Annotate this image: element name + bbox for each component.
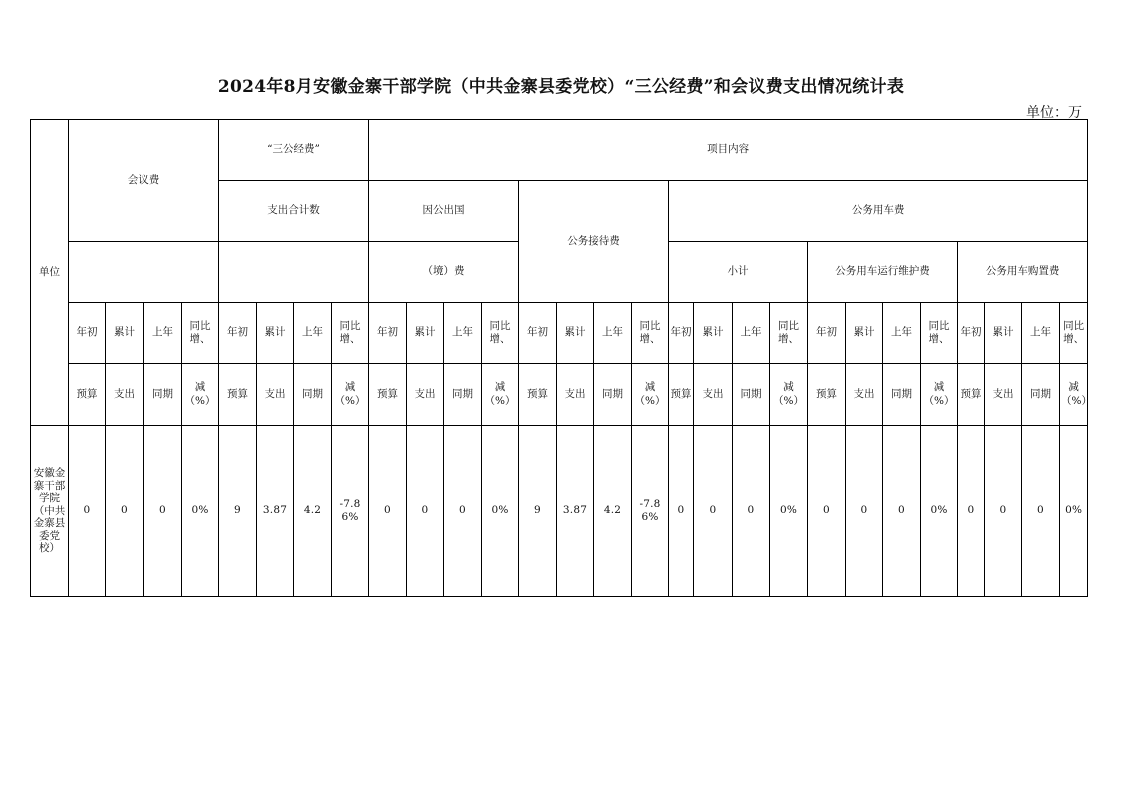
page-title: 2024年8月安徽金寨干部学院（中共金寨县委党校）“三公经费”和会议费支出情况统计表 [217, 77, 905, 97]
subheader-vehicle-maintenance-last-year-line2: 同期 [883, 364, 921, 426]
subheader-abroad-budget-line2: 预算 [369, 364, 407, 426]
subheader-total-budget-line1: 年初 [219, 303, 257, 364]
subheader-abroad-yoy-change-line2: 减（%） [482, 364, 519, 426]
subheader-total-yoy-change-line1: 同比增、 [332, 303, 369, 364]
subheader-vehicle-subtotal-actual-line1: 累计 [694, 303, 733, 364]
subheader-vehicle-maintenance-actual-line1: 累计 [846, 303, 883, 364]
subheader-vehicle-purchase-last-year-line1: 上年 [1022, 303, 1060, 364]
cell-vehicle-subtotal-budget: 0 [669, 426, 694, 597]
subheader-vehicle-maintenance-actual-line2: 支出 [846, 364, 883, 426]
cell-vehicle-purchase-budget: 0 [958, 426, 985, 597]
subheader-abroad-actual-line2: 支出 [407, 364, 444, 426]
subheader-reception-yoy-change-line1: 同比增、 [632, 303, 669, 364]
cell-abroad-yoy-change: 0% [482, 426, 519, 597]
subheader-vehicle-maintenance-last-year-line1: 上年 [883, 303, 921, 364]
subheader-vehicle-purchase-yoy-change-line2: 减（%） [1060, 364, 1088, 426]
cell-reception-yoy-change: -7.86% [632, 426, 669, 597]
subheader-reception-last-year-line2: 同期 [594, 364, 632, 426]
subheader-meeting-actual-line1: 累计 [106, 303, 144, 364]
vehicle-fee-header: 公务用车费 [669, 181, 1088, 242]
subheader-vehicle-subtotal-last-year-line2: 同期 [733, 364, 770, 426]
subheader-reception-budget-line1: 年初 [519, 303, 557, 364]
three-public-header: “三公经费” [219, 120, 369, 181]
subheader-meeting-budget-line2: 预算 [69, 364, 106, 426]
subheader-vehicle-maintenance-yoy-change-line1: 同比增、 [921, 303, 958, 364]
vehicle-maintenance-header: 公务用车运行维护费 [808, 242, 958, 303]
subheader-total-last-year-line1: 上年 [294, 303, 332, 364]
subheader-reception-yoy-change-line2: 减（%） [632, 364, 669, 426]
subheader-vehicle-purchase-last-year-line2: 同期 [1022, 364, 1060, 426]
cell-reception-last-year: 4.2 [594, 426, 632, 597]
subheader-meeting-yoy-change-line2: 减（%） [182, 364, 219, 426]
cell-vehicle-subtotal-yoy-change: 0% [770, 426, 808, 597]
cell-meeting-yoy-change: 0% [182, 426, 219, 597]
vehicle-subtotal-header: 小计 [669, 242, 808, 303]
cell-reception-actual: 3.87 [557, 426, 594, 597]
subheader-vehicle-subtotal-budget-line1: 年初 [669, 303, 694, 364]
cell-total-yoy-change: -7.86% [332, 426, 369, 597]
abroad-fee-header-line2: （境）费 [369, 242, 519, 303]
reception-fee-header: 公务接待费 [519, 181, 669, 303]
subheader-vehicle-subtotal-budget-line2: 预算 [669, 364, 694, 426]
subheader-vehicle-purchase-actual-line2: 支出 [985, 364, 1022, 426]
subheader-meeting-budget-line1: 年初 [69, 303, 106, 364]
subheader-vehicle-subtotal-yoy-change-line1: 同比增、 [770, 303, 808, 364]
cell-total-actual: 3.87 [257, 426, 294, 597]
cell-vehicle-subtotal-last-year: 0 [733, 426, 770, 597]
cell-vehicle-purchase-actual: 0 [985, 426, 1022, 597]
subheader-vehicle-subtotal-actual-line2: 支出 [694, 364, 733, 426]
subheader-vehicle-maintenance-budget-line1: 年初 [808, 303, 846, 364]
subheader-meeting-actual-line2: 支出 [106, 364, 144, 426]
subheader-vehicle-purchase-yoy-change-line1: 同比增、 [1060, 303, 1088, 364]
unit-label: 单位：万 [1026, 105, 1082, 121]
cell-meeting-last-year: 0 [144, 426, 182, 597]
row-unit-name: 安徽金寨干部学院（中共金寨县委党校） [31, 426, 69, 597]
subheader-reception-budget-line2: 预算 [519, 364, 557, 426]
meeting-fee-header: 会议费 [69, 120, 219, 242]
subheader-total-last-year-line2: 同期 [294, 364, 332, 426]
subheader-meeting-yoy-change-line1: 同比增、 [182, 303, 219, 364]
subheader-total-actual-line2: 支出 [257, 364, 294, 426]
meeting-fee-blank [69, 242, 219, 303]
subheader-vehicle-maintenance-yoy-change-line2: 减（%） [921, 364, 958, 426]
subheader-vehicle-subtotal-last-year-line1: 上年 [733, 303, 770, 364]
subheader-abroad-last-year-line2: 同期 [444, 364, 482, 426]
subheader-reception-actual-line1: 累计 [557, 303, 594, 364]
subheader-abroad-last-year-line1: 上年 [444, 303, 482, 364]
subheader-vehicle-subtotal-yoy-change-line2: 减（%） [770, 364, 808, 426]
cell-vehicle-maintenance-actual: 0 [846, 426, 883, 597]
cell-reception-budget: 9 [519, 426, 557, 597]
subheader-vehicle-purchase-budget-line1: 年初 [958, 303, 985, 364]
cell-vehicle-purchase-last-year: 0 [1022, 426, 1060, 597]
cell-vehicle-subtotal-actual: 0 [694, 426, 733, 597]
cell-abroad-last-year: 0 [444, 426, 482, 597]
subheader-vehicle-maintenance-budget-line2: 预算 [808, 364, 846, 426]
subheader-meeting-last-year-line1: 上年 [144, 303, 182, 364]
cell-vehicle-maintenance-yoy-change: 0% [921, 426, 958, 597]
total-expense-header: 支出合计数 [219, 181, 369, 242]
subheader-total-yoy-change-line2: 减（%） [332, 364, 369, 426]
cell-total-budget: 9 [219, 426, 257, 597]
cell-vehicle-purchase-yoy-change: 0% [1060, 426, 1088, 597]
subheader-abroad-actual-line1: 累计 [407, 303, 444, 364]
project-content-header: 项目内容 [369, 120, 1088, 181]
expense-table [30, 119, 1092, 597]
subheader-abroad-budget-line1: 年初 [369, 303, 407, 364]
cell-vehicle-maintenance-last-year: 0 [883, 426, 921, 597]
subheader-reception-last-year-line1: 上年 [594, 303, 632, 364]
unit-column-header: 单位 [31, 120, 69, 426]
abroad-fee-header-line1: 因公出国 [369, 181, 519, 242]
subheader-total-actual-line1: 累计 [257, 303, 294, 364]
cell-meeting-actual: 0 [106, 426, 144, 597]
subheader-abroad-yoy-change-line1: 同比增、 [482, 303, 519, 364]
cell-meeting-budget: 0 [69, 426, 106, 597]
cell-total-last-year: 4.2 [294, 426, 332, 597]
subheader-meeting-last-year-line2: 同期 [144, 364, 182, 426]
cell-abroad-budget: 0 [369, 426, 407, 597]
vehicle-purchase-header: 公务用车购置费 [958, 242, 1088, 303]
subheader-vehicle-purchase-budget-line2: 预算 [958, 364, 985, 426]
subheader-vehicle-purchase-actual-line1: 累计 [985, 303, 1022, 364]
cell-abroad-actual: 0 [407, 426, 444, 597]
total-expense-blank [219, 242, 369, 303]
subheader-total-budget-line2: 预算 [219, 364, 257, 426]
cell-vehicle-maintenance-budget: 0 [808, 426, 846, 597]
subheader-reception-actual-line2: 支出 [557, 364, 594, 426]
